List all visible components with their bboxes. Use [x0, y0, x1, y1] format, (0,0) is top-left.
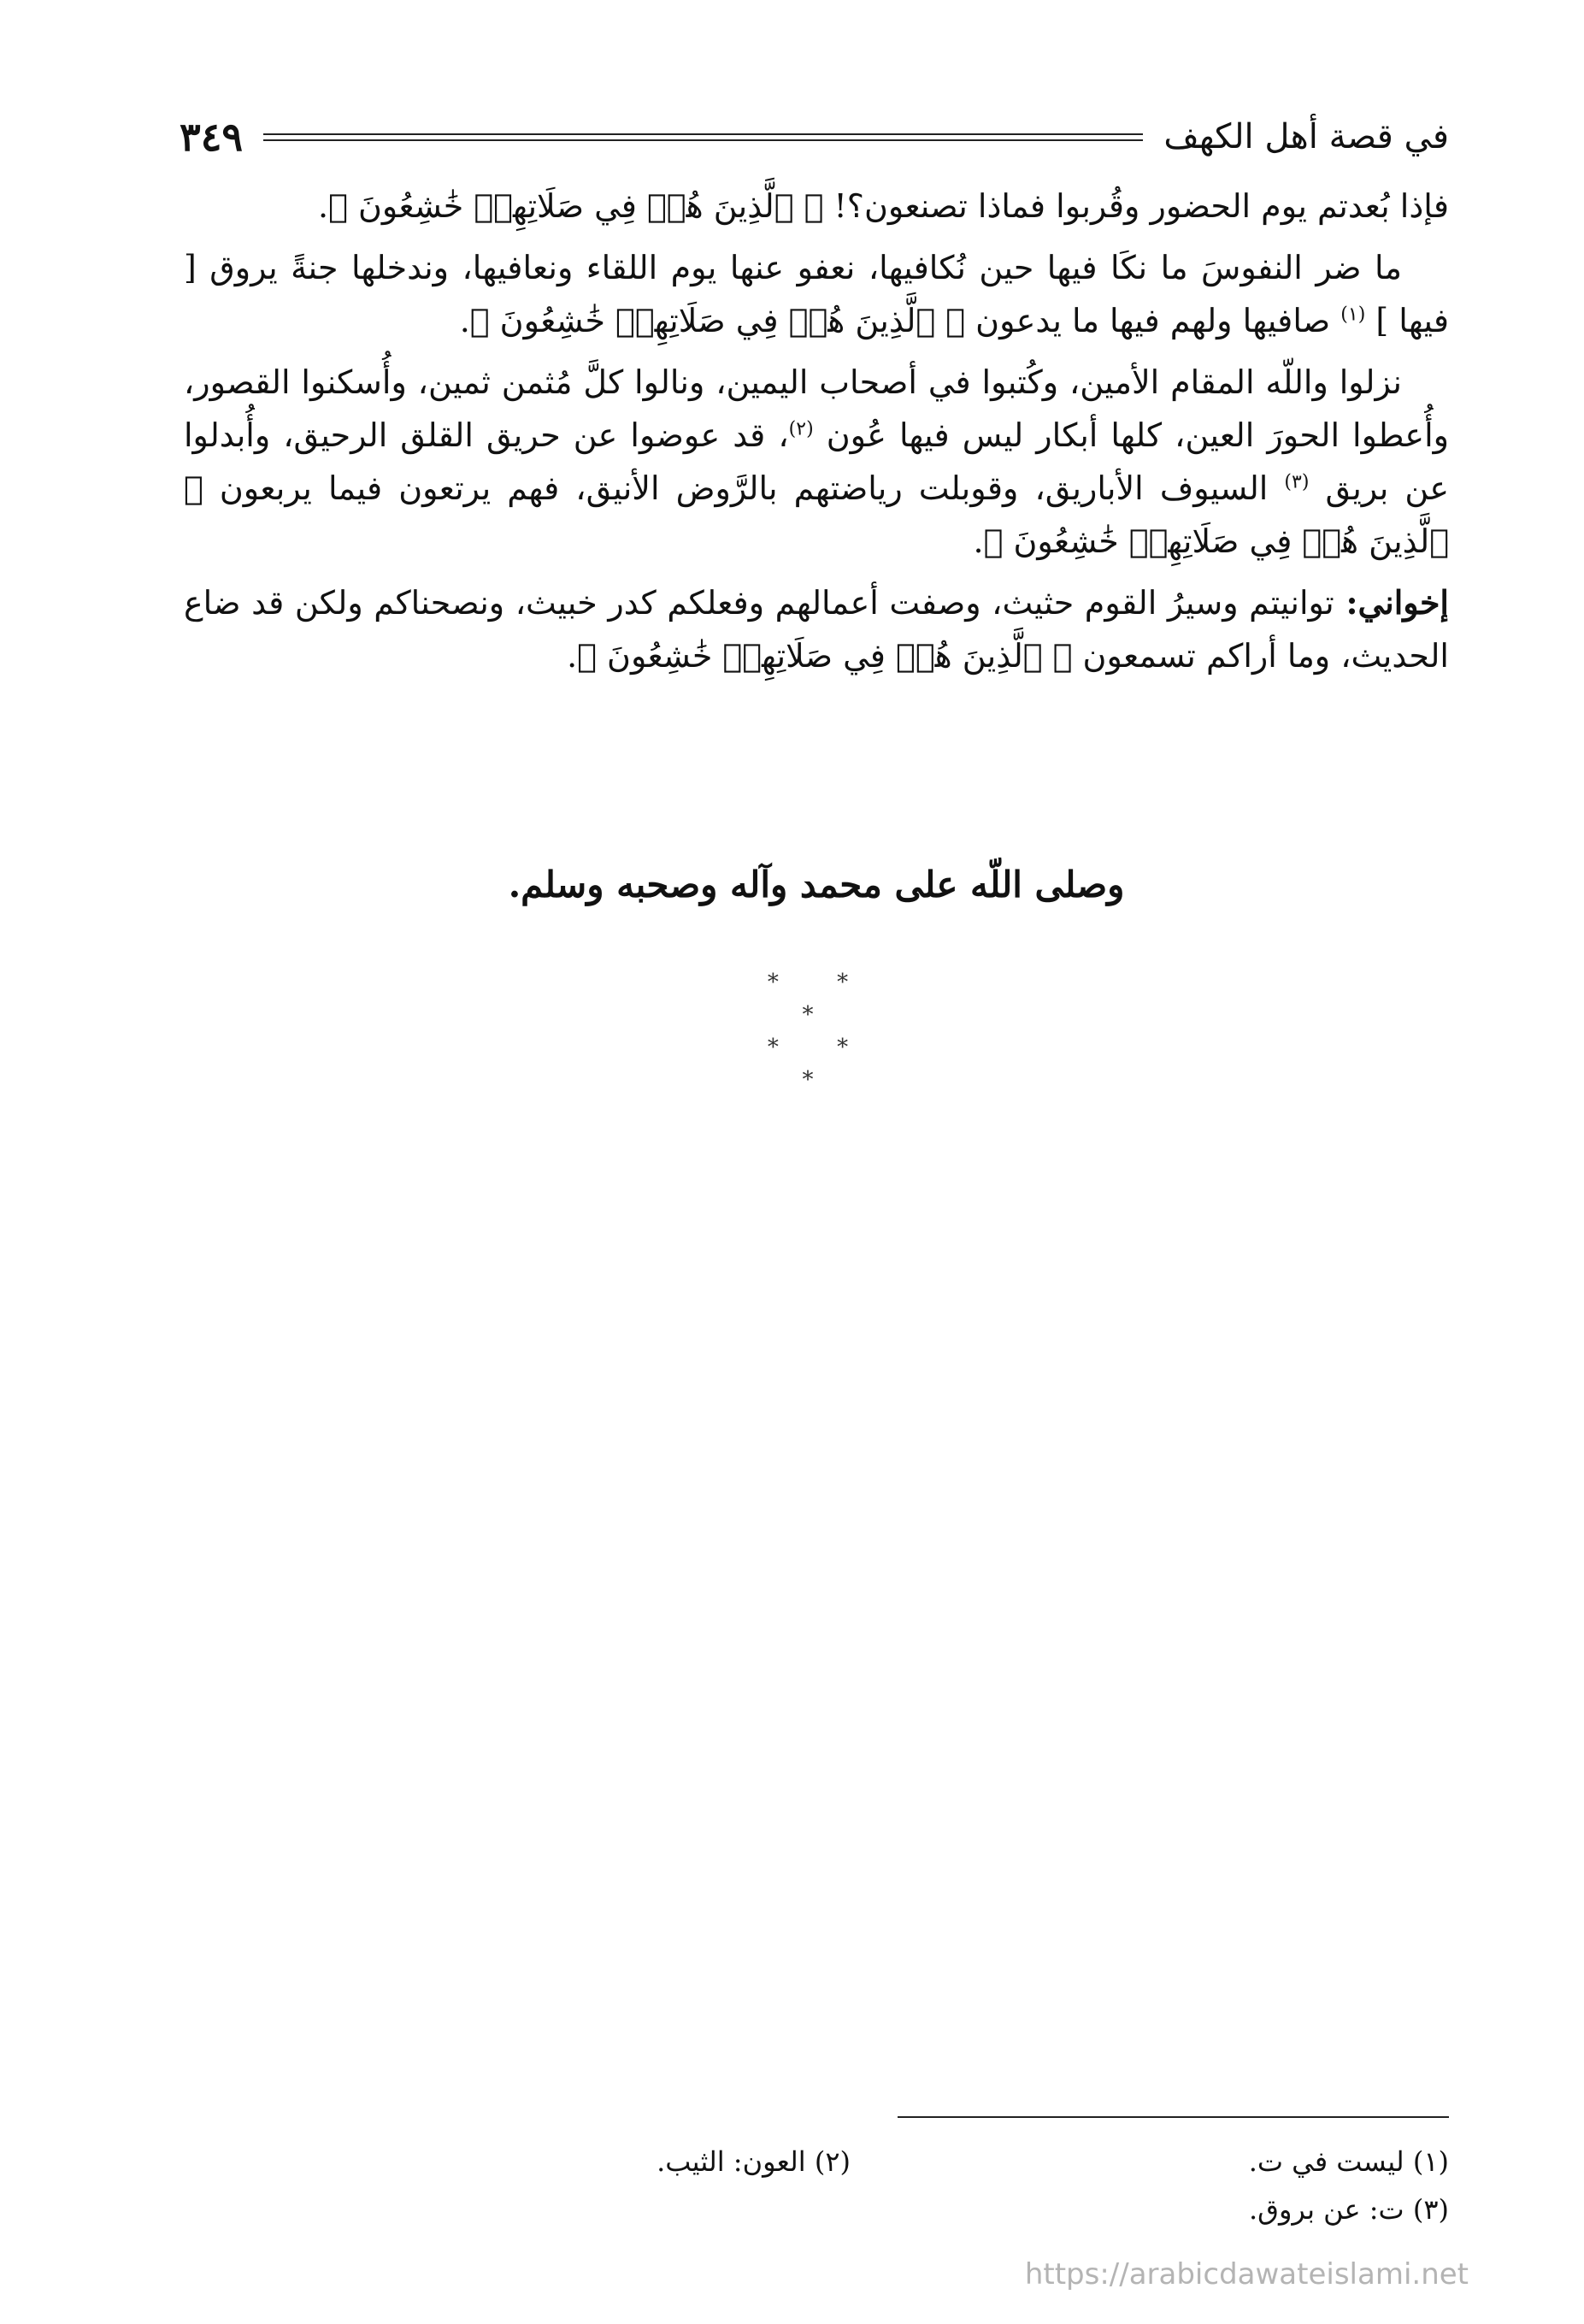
text-run: السيوف الأباريق، وقوبلت رياضتهم بالرَّوض الأنيق، فهم يرتعون فيما يربعون: [203, 469, 1285, 507]
text-run: صافيها ولهم فيها ما يدعون: [965, 302, 1341, 339]
footnote-ref: (٣): [1284, 471, 1310, 493]
footnote: [252, 2185, 851, 2233]
text-run: .: [567, 637, 578, 675]
quran-verse: ﴿ ٱلَّذِينَ هُمۡ فِي صَلَاتِهِمۡ خَٰشِعُونَ ﴾: [469, 302, 966, 339]
text-run: نزلوا واللّه المقام الأمين، وكُتبوا في أصحاب اليمين، ونالوا كلَّ مُثمن ثمين، وأُسكنوا القصور، وأُعطوا الحورَ العين، كلها أبكار ليس فيها عُون: [184, 363, 1449, 454]
footnote-row: [184, 2185, 1449, 2233]
separator-row: *: [802, 1067, 839, 1093]
page-number: ٣٤٩: [180, 114, 244, 160]
page-header: [180, 107, 1449, 167]
footnote: (٢) العون: الثيب.: [657, 2145, 851, 2178]
separator-row: * *: [767, 1035, 874, 1060]
quran-verse: ﴿ ٱلَّذِينَ هُمۡ فِي صَلَاتِهِمۡ خَٰشِعُونَ ﴾: [328, 187, 824, 225]
text-run: .: [459, 302, 470, 339]
footnote-row: [184, 2138, 1449, 2185]
quran-verse: ﴿ ٱلَّذِينَ هُمۡ فِي صَلَاتِهِمۡ خَٰشِعُونَ ﴾: [577, 637, 1073, 675]
footnote-ref: (٢): [788, 418, 814, 440]
text-run: .: [318, 187, 329, 225]
paragraph: [184, 241, 1449, 347]
body-text: [184, 180, 1449, 691]
footnotes: [184, 2138, 1449, 2233]
separator-row: * * *: [767, 970, 874, 1028]
lead-word: إخواني:: [1334, 583, 1449, 622]
quran-verse: ﴿ ٱلَّذِينَ هُمۡ فِي صَلَاتِهِمۡ خَٰشِعُونَ ﴾: [184, 469, 1449, 560]
footnote: (١) ليست في ت.: [1248, 2145, 1449, 2178]
header-rule: [263, 133, 1143, 141]
footnote-rule: [898, 2116, 1449, 2118]
paragraph: [184, 356, 1449, 568]
section-separator: [744, 966, 898, 1096]
footnote-ref: (١): [1340, 304, 1366, 326]
paragraph: [184, 180, 1449, 233]
text-run: ، قد عوضوا عن حريق القلق الرحيق، وأُبدلوا عن بريق: [184, 416, 1449, 507]
footnote: (٣) ت: عن بروق.: [1248, 2193, 1449, 2226]
watermark-url: https://arabicdawateislami.net: [1024, 2257, 1469, 2292]
text-run: .: [973, 522, 984, 560]
closing-line: وصلى اللّه على محمد وآله وصحبه وسلم.: [508, 864, 1125, 905]
text-run: فإذا بُعدتم يوم الحضور وقُربوا فماذا تصنعون؟!: [823, 187, 1449, 225]
paragraph: [184, 576, 1449, 682]
text-run: توانيتم وسيرُ القوم حثيث، وصفت أعمالهم وفعلكم كدر خبيث، ونصحناكم ولكن قد ضاع الحديث، وما أراكم تسمعون: [184, 584, 1449, 675]
running-title: في قصة أهل الكهف: [1163, 117, 1449, 156]
text-run: ما ضر النفوسَ ما نكَا فيها حين نُكافيها، نعفو عنها يوم اللقاء ونعافيها، وندخلها جنةً يروق [ فيها ]: [184, 249, 1449, 339]
